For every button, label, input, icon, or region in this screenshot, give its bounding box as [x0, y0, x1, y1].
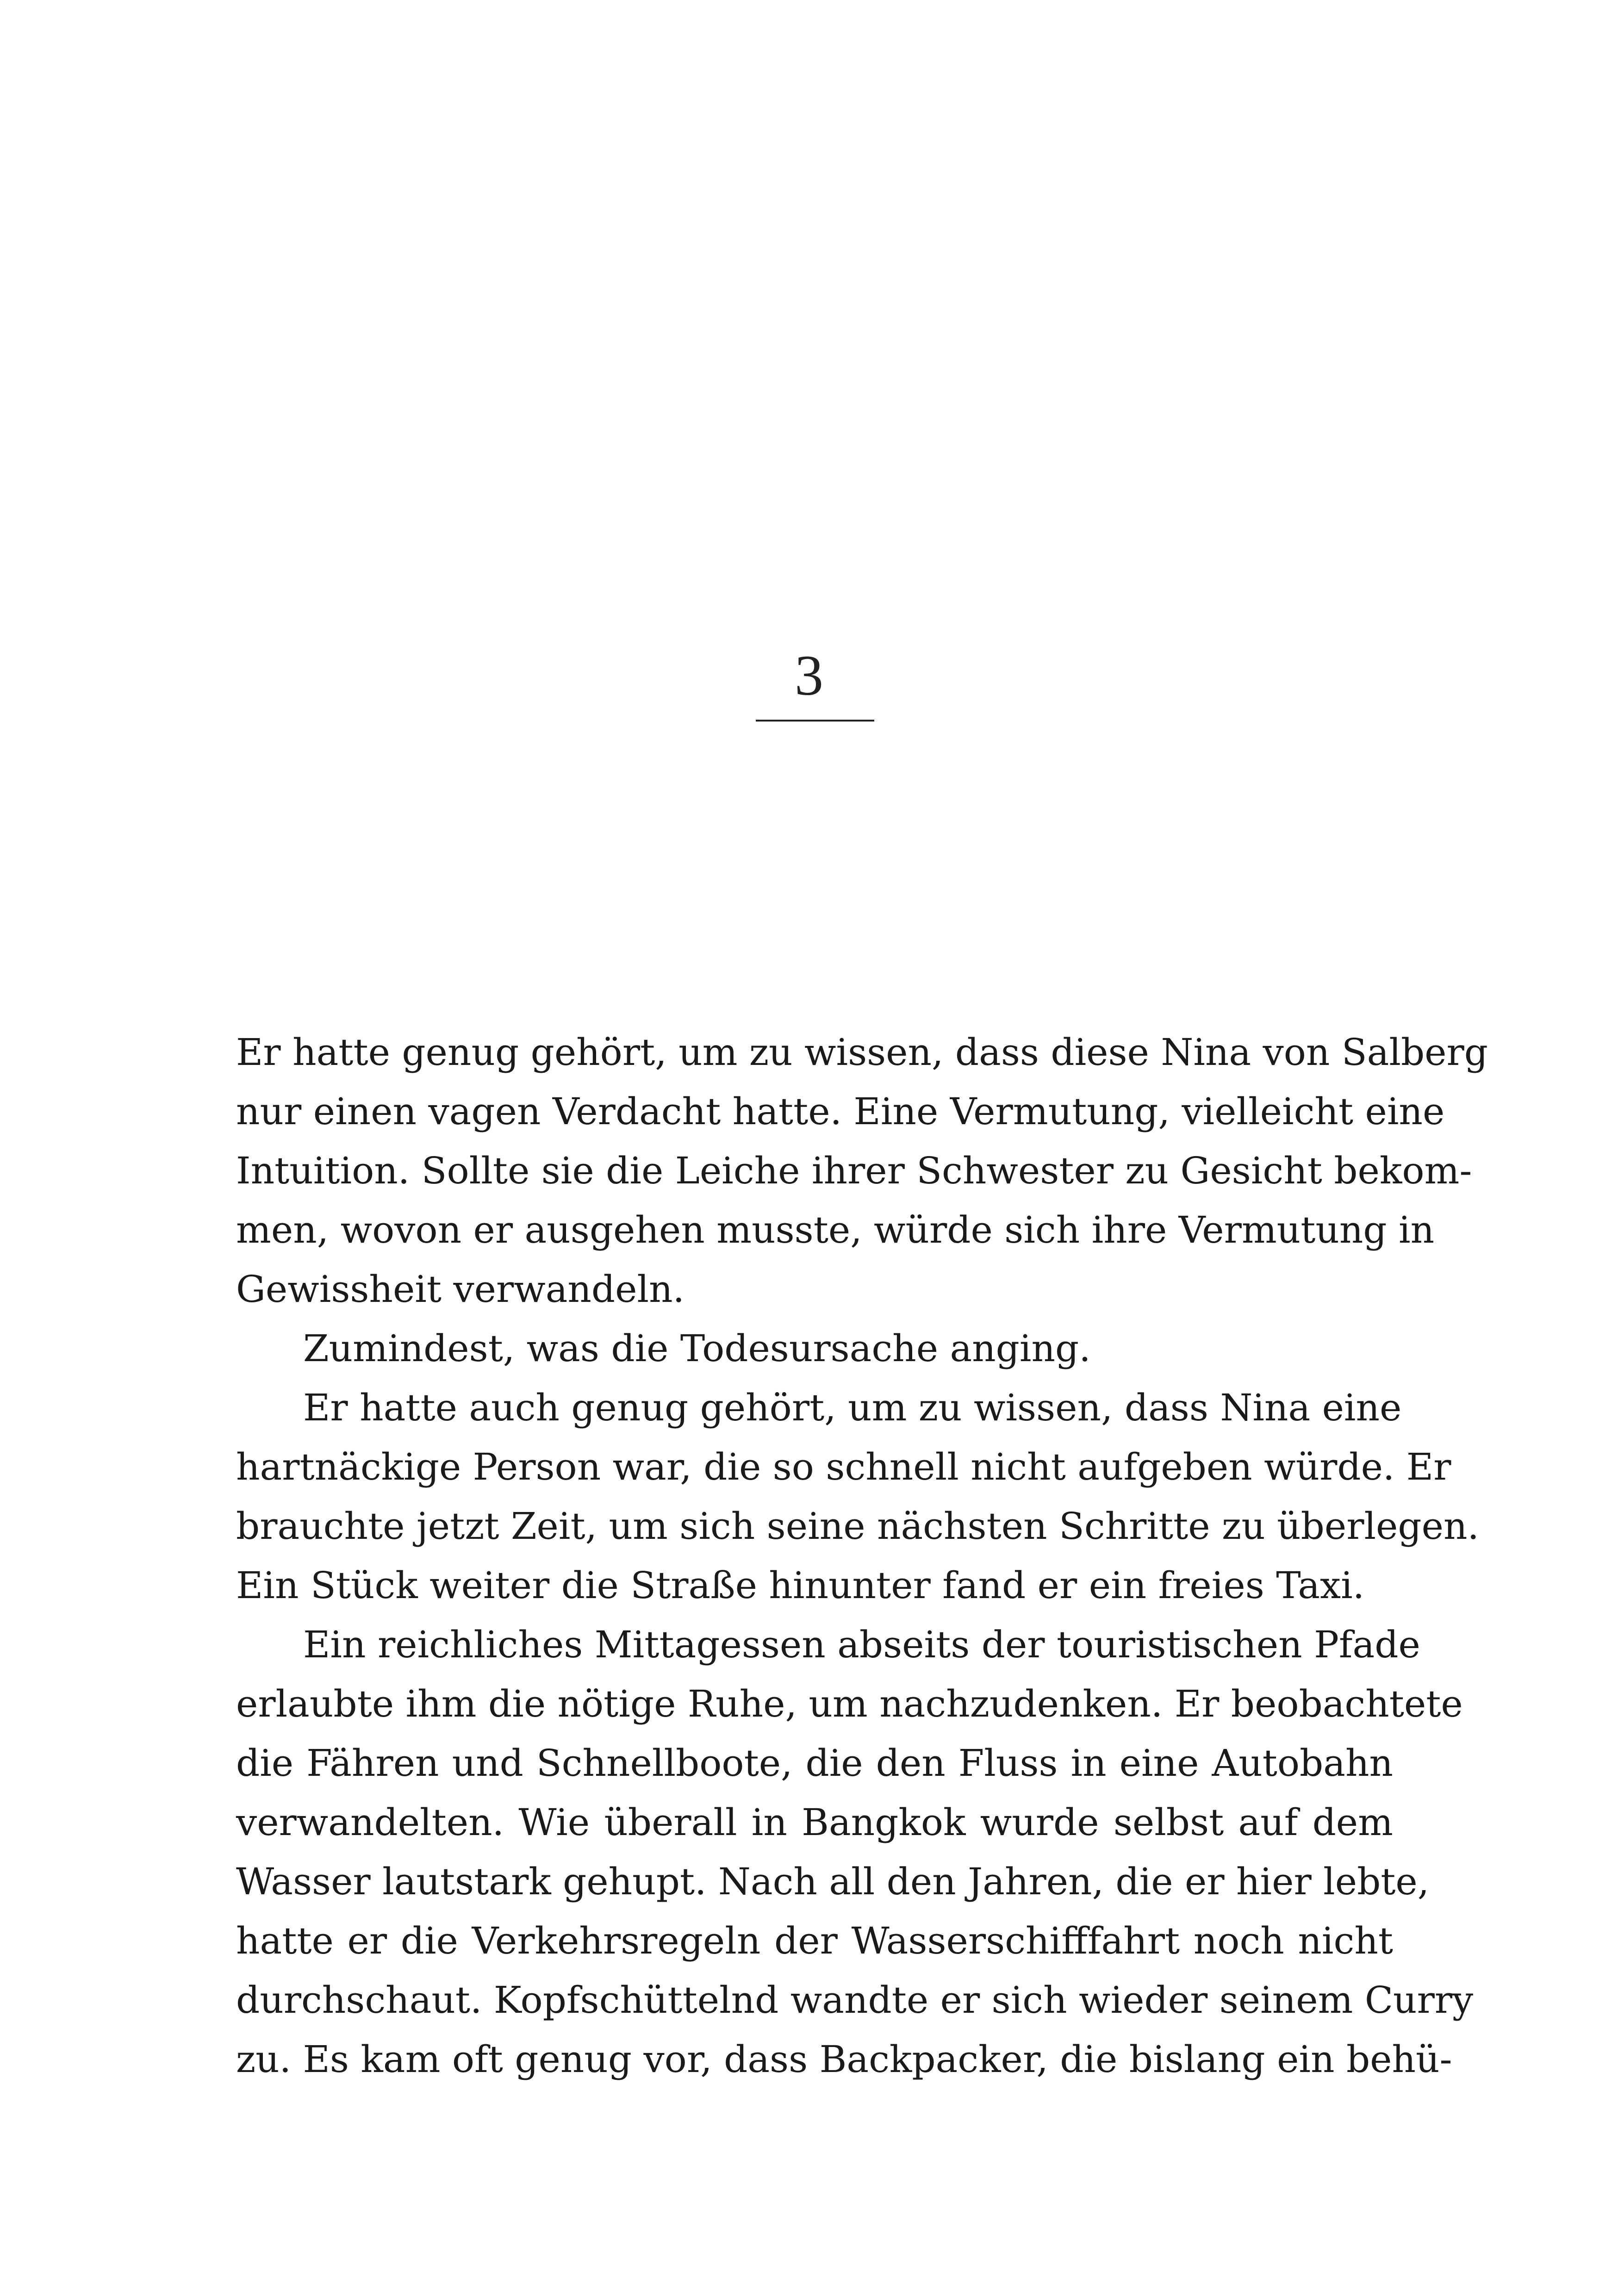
text-line: nur einen vagen Verdacht hatte. Eine Vermutung, vielleicht eine — [236, 1090, 1445, 1133]
text-line: erlaubte ihm die nötige Ruhe, um nachzudenken. Er beobachtete — [236, 1682, 1463, 1725]
text-line: durchschaut. Kopfschüttelnd wandte er sich wieder seinem Curry — [236, 1979, 1474, 2022]
paragraph — [236, 1023, 1488, 1319]
body-text — [236, 1023, 1488, 2089]
paragraph — [236, 1615, 1474, 2089]
text-line: Ein Stück weiter die Straße hinunter fand er ein freies Taxi. — [236, 1564, 1365, 1607]
chapter-number: 3 — [795, 644, 823, 707]
text-line: die Fähren und Schnellboote, die den Fluss in eine Autobahn — [236, 1742, 1393, 1785]
text-line: verwandelten. Wie überall in Bangkok wurde selbst auf dem — [236, 1801, 1393, 1844]
text-line: Ein reichliches Mittagessen abseits der touristischen Pfade — [303, 1623, 1420, 1666]
text-line: Zumindest, was die Todesursache anging. — [303, 1327, 1091, 1370]
text-line: Er hatte genug gehört, um zu wissen, dass diese Nina von Salberg — [236, 1031, 1488, 1074]
text-line: hartnäckige Person war, die so schnell nicht aufgeben würde. Er — [236, 1445, 1451, 1488]
text-line: Intuition. Sollte sie die Leiche ihrer Schwester zu Gesicht bekom- — [236, 1149, 1472, 1192]
text-line: Wasser lautstark gehupt. Nach all den Jahren, die er hier lebte, — [236, 1860, 1430, 1903]
text-line: zu. Es kam oft genug vor, dass Backpacker, die bislang ein behü- — [236, 2038, 1452, 2081]
text-line: brauchte jetzt Zeit, um sich seine nächsten Schritte zu überlegen. — [236, 1505, 1479, 1548]
text-line: Gewissheit verwandeln. — [236, 1268, 685, 1311]
chapter-divider-rule — [756, 720, 874, 722]
text-line: men, wovon er ausgehen musste, würde sich ihre Vermutung in — [236, 1208, 1435, 1251]
paragraph — [236, 1378, 1479, 1615]
text-line: Er hatte auch genug gehört, um zu wissen, dass Nina eine — [303, 1386, 1402, 1429]
text-line: hatte er die Verkehrsregeln der Wasserschifffahrt noch nicht — [236, 1919, 1393, 1962]
paragraph — [236, 1319, 1393, 1378]
